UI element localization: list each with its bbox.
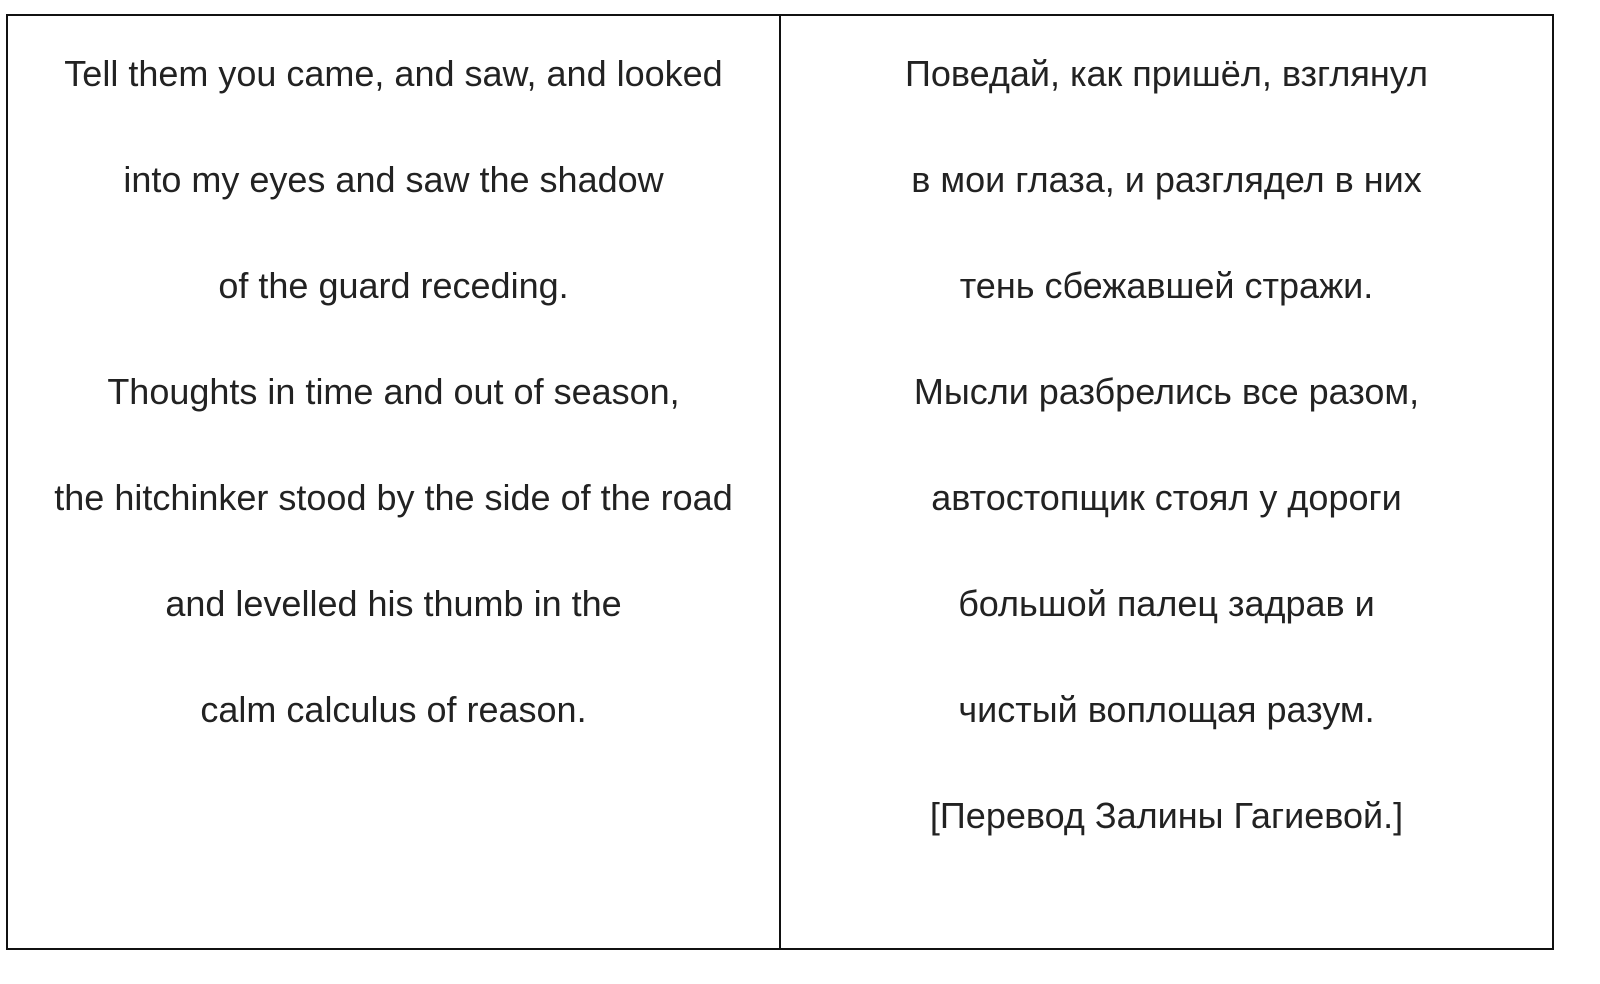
translator-credit: [Перевод Залины Гагиевой.] [929,795,1404,836]
translation-line: чистый воплощая разум. [958,689,1375,730]
translation-line: большой палец задрав и [958,583,1375,624]
translation-line: тень сбежавшей стражи. [959,265,1374,306]
original-line: calm calculus of reason. [200,689,587,730]
original-line: of the guard receding. [218,265,569,306]
translation-column [781,16,1552,948]
original-line: Thoughts in time and out of season, [107,371,680,412]
original-line: and levelled his thumb in the [165,583,622,624]
poem-table [6,14,1554,950]
translation-line: Мысли разбрелись все разом, [913,371,1420,412]
original-line: the hitchinker stood by the side of the road [54,477,733,518]
translation-line: автостопщик стоял у дороги [931,477,1402,518]
original-lines [46,47,741,736]
translation-lines [851,47,1482,842]
original-line: Tell them you came, and saw, and looked [64,53,723,94]
original-line: into my eyes and saw the shadow [123,159,664,200]
translation-line: Поведай, как пришёл, взглянул [904,53,1428,94]
translation-line: в мои глаза, и разглядел в них [911,159,1422,200]
original-column [8,16,781,948]
